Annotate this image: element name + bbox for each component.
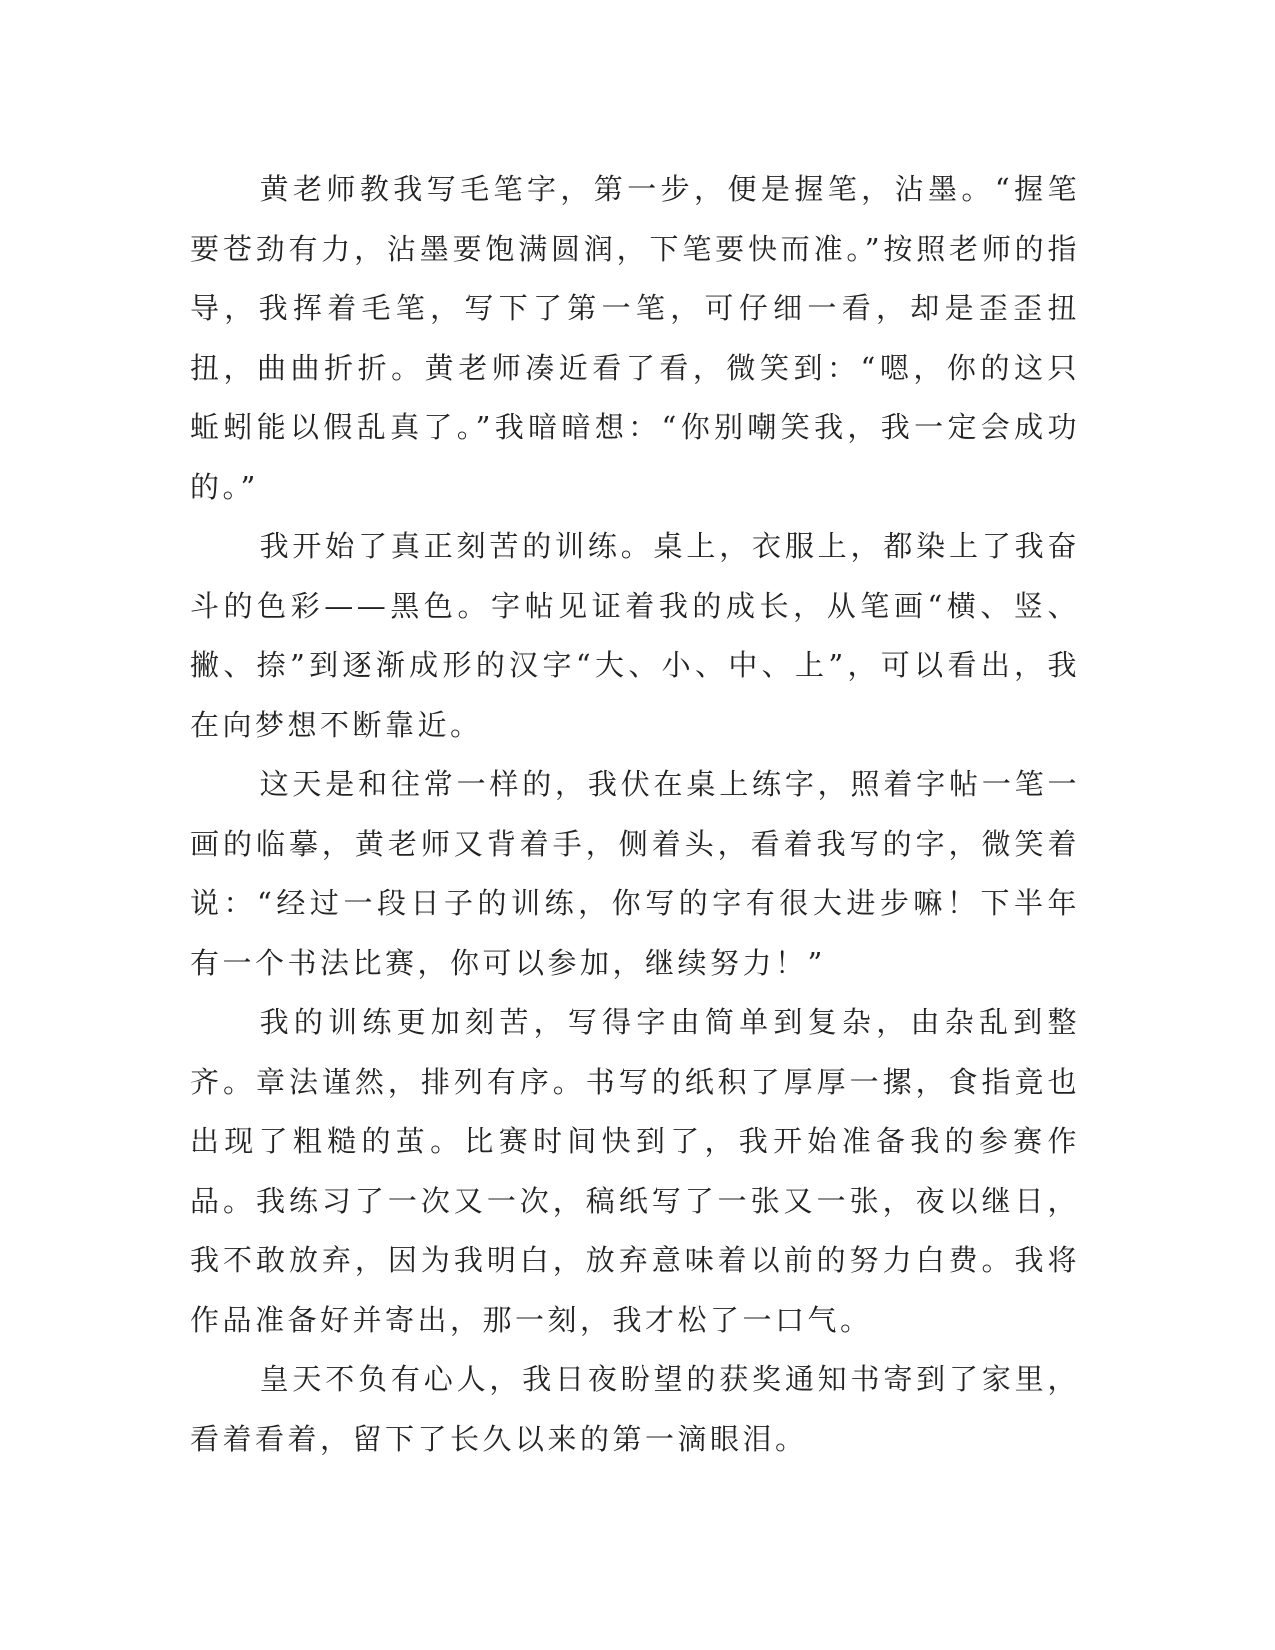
paragraph: 这天是和往常一样的，我伏在桌上练字，照着字帖一笔一画的临摹，黄老师又背着手，侧着头，看着我写的字，微笑着说：“经过一段日子的训练，你写的字有很大进步嘛！下半年有一个书法比赛，你可以参加，继续努力！”	[190, 767, 1080, 980]
paragraph: 黄老师教我写毛笔字，第一步，便是握笔，沾墨。“握笔要苍劲有力，沾墨要饱满圆润，下笔要快而准。”按照老师的指导，我挥着毛笔，写下了第一笔，可仔细一看，却是歪歪扭扭，曲曲折折。黄老师凑近看了看，微笑到：“嗯，你的这只蚯蚓能以假乱真了。”我暗暗想：“你别嘲笑我，我一定会成功的。”	[190, 172, 1080, 504]
paragraph: 我的训练更加刻苦，写得字由简单到复杂，由杂乱到整齐。章法谨然，排列有序。书写的纸积了厚厚一摞，食指竟也出现了粗糙的茧。比赛时间快到了，我开始准备我的参赛作品。我练习了一次又一次，稿纸写了一张又一张，夜以继日，我不敢放弃，因为我明白，放弃意味着以前的努力白费。我将作品准备好并寄出，那一刻，我才松了一口气。	[190, 1005, 1080, 1337]
paragraph: 我开始了真正刻苦的训练。桌上，衣服上，都染上了我奋斗的色彩——黑色。字帖见证着我的成长，从笔画“横、竖、撇、捺”到逐渐成形的汉字“大、小、中、上”，可以看出，我在向梦想不断靠近。	[190, 529, 1080, 742]
paragraph: 皇天不负有心人，我日夜盼望的获奖通知书寄到了家里，看着看着，留下了长久以来的第一滴眼泪。	[190, 1362, 1080, 1456]
essay-body	[190, 160, 1080, 1469]
